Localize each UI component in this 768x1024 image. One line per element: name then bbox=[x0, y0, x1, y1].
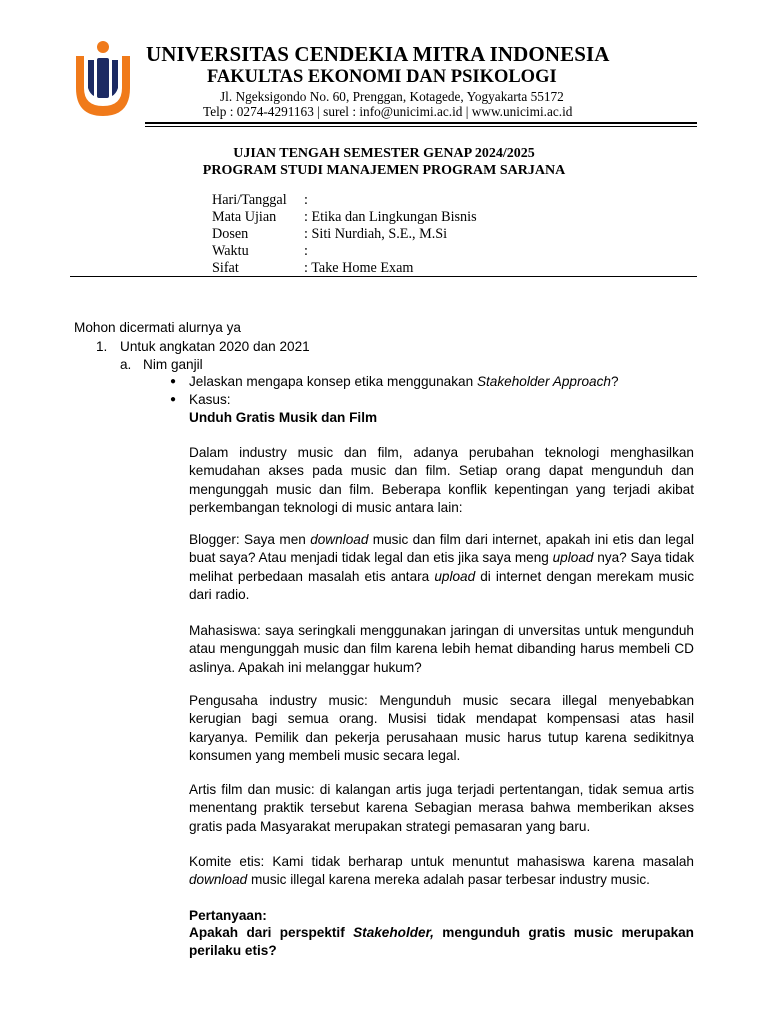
sublist-item-a: Nim ganjil bbox=[143, 357, 203, 372]
info-label-date: Hari/Tanggal bbox=[212, 192, 287, 208]
info-label-time: Waktu bbox=[212, 243, 249, 259]
bullet-icon: ● bbox=[170, 376, 177, 387]
university-logo bbox=[70, 40, 136, 120]
program-title: PROGRAM STUDI MANAJEMEN PROGRAM SARJANA bbox=[202, 163, 566, 178]
case-paragraph-blogger: Blogger: Saya men download music dan film dari internet, apakah ini etis dan legal buat saya? Atau menjadi tidak legal dan etis jika saya meng upload nya? Saya tidak melihat perbedaan masalah etis antara upload di internet dengan merekam music dari radio. bbox=[189, 532, 694, 602]
contact-line: Telp : 0274-4291163 | surel : info@unicimi.ac.id | www.unicimi.ac.id bbox=[203, 104, 573, 119]
info-value-lecturer: : Siti Nurdiah, S.E., M.Si bbox=[304, 226, 448, 242]
question-text: Apakah dari perspektif Stakeholder, mengunduh gratis music merupakan perilaku etis? bbox=[189, 925, 694, 959]
header-divider-thick bbox=[145, 122, 697, 124]
info-value-date: : bbox=[304, 192, 308, 208]
bullet-icon: ● bbox=[170, 394, 177, 405]
faculty-name: FAKULTAS EKONOMI DAN PSIKOLOGI bbox=[207, 67, 557, 87]
bullet-item-2: Kasus: bbox=[189, 392, 231, 407]
info-value-subject: : Etika dan Lingkungan Bisnis bbox=[304, 209, 477, 225]
header-divider-thin bbox=[145, 126, 697, 127]
info-label-nature: Sifat bbox=[212, 260, 239, 276]
bullet-item-1: Jelaskan mengapa konsep etika menggunakan Stakeholder Approach? bbox=[189, 374, 619, 389]
list-number-1: 1. bbox=[96, 339, 108, 354]
intro-text: Mohon dicermati alurnya ya bbox=[74, 320, 241, 335]
info-label-lecturer: Dosen bbox=[212, 226, 249, 242]
case-paragraph-artists: Artis film dan music: di kalangan artis juga terjadi pertentangan, tidak semua artis menentang praktik tersebut karena Sebagian merasa bahwa memberikan akses gratis pada Masyarakat merupakan strategi pemasaran yang baru. bbox=[189, 782, 694, 834]
case-paragraph-music-business: Pengusaha industry music: Mengunduh music secara illegal menyebabkan kerugian bagi semua orang. Musisi tidak mendapat kompensasi atas hasil karyanya. Pemilik dan pekerja perusahaan music harus tutup karena sedikitnya konsumen yang membeli music secara legal. bbox=[189, 693, 694, 763]
case-paragraph-student: Mahasiswa: saya seringkali menggunakan jaringan di unversitas untuk mengunduh atau mengunggah music dan film karena lebih hemat dibanding harus membeli CD aslinya. Apakah ini melanggar hukum? bbox=[189, 623, 694, 675]
question-label: Pertanyaan: bbox=[189, 908, 267, 923]
list-item-1: Untuk angkatan 2020 dan 2021 bbox=[120, 339, 310, 354]
exam-title: UJIAN TENGAH SEMESTER GENAP 2024/2025 bbox=[233, 146, 535, 161]
address-line: Jl. Ngeksigondo No. 60, Prenggan, Kotagede, Yogyakarta 55172 bbox=[220, 89, 564, 104]
info-divider bbox=[70, 276, 697, 277]
case-title: Unduh Gratis Musik dan Film bbox=[189, 410, 378, 425]
case-paragraph-ethics-committee: Komite etis: Kami tidak berharap untuk menuntut mahasiswa karena masalah download music illegal karena mereka adalah pasar terbesar industry music. bbox=[189, 854, 694, 888]
university-name: UNIVERSITAS CENDEKIA MITRA INDONESIA bbox=[146, 42, 610, 66]
case-paragraph-intro: Dalam industry music dan film, adanya perubahan teknologi menghasilkan kemudahan akses pada music dan film. Setiap orang dapat mengunduh dan mengunggah music dan film. Beberapa konflik kepentingan yang terjadi akibat perkembangan teknologi di music antara lain: bbox=[189, 445, 694, 515]
info-label-subject: Mata Ujian bbox=[212, 209, 277, 225]
info-value-time: : bbox=[304, 243, 308, 259]
sublist-letter-a: a. bbox=[120, 357, 132, 372]
info-value-nature: : Take Home Exam bbox=[304, 260, 414, 276]
